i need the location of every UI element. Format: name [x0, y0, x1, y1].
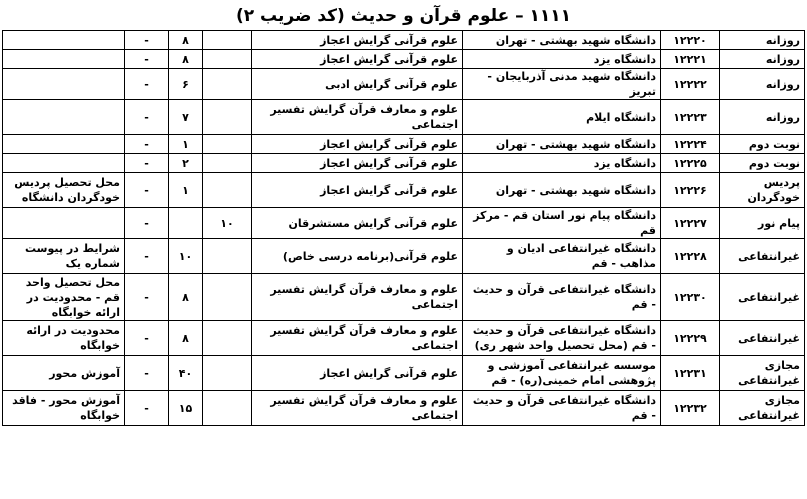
extra-capacity-cell: - [125, 239, 169, 274]
course-type-cell: مجازی غیرانتفاعی [720, 391, 805, 426]
female-capacity-cell [203, 321, 252, 356]
code-cell: ۱۲۲۲۵ [661, 154, 720, 173]
table-row [3, 239, 805, 274]
table-row [3, 274, 805, 321]
course-type-cell: پردیس خودگردان [720, 173, 805, 208]
code-cell: ۱۲۲۳۰ [661, 274, 720, 321]
university-cell: دانشگاه پیام نور استان قم - مرکز قم [463, 208, 661, 239]
capacity-cell: ۱ [169, 135, 203, 154]
page-title: ۱۱۱۱ – علوم قرآن و حدیث (کد ضریب ۲) [235, 6, 572, 26]
university-cell: دانشگاه یزد [463, 50, 661, 69]
extra-capacity-cell: - [125, 31, 169, 50]
code-cell: ۱۲۲۲۹ [661, 321, 720, 356]
field-cell: علوم قرآنی گرایش اعجاز [252, 135, 463, 154]
code-cell: ۱۲۲۲۲ [661, 69, 720, 100]
field-cell: علوم و معارف قرآن گرایش تفسیر اجتماعی [252, 391, 463, 426]
table-row [3, 100, 805, 135]
female-capacity-cell [203, 135, 252, 154]
capacity-cell: ۸ [169, 274, 203, 321]
table-row [3, 31, 805, 50]
table-row [3, 321, 805, 356]
course-type-cell: روزانه [720, 69, 805, 100]
capacity-cell: ۷ [169, 100, 203, 135]
note-cell [3, 135, 125, 154]
field-cell: علوم قرآنی گرایش اعجاز [252, 50, 463, 69]
extra-capacity-cell: - [125, 208, 169, 239]
code-cell: ۱۲۲۲۸ [661, 239, 720, 274]
female-capacity-cell [203, 391, 252, 426]
note-cell: آموزش محور - فاقد خوابگاه [3, 391, 125, 426]
note-cell [3, 208, 125, 239]
extra-capacity-cell: - [125, 356, 169, 391]
female-capacity-cell [203, 31, 252, 50]
field-cell: علوم قرآنی(برنامه درسی خاص) [252, 239, 463, 274]
field-cell: علوم قرآنی گرایش اعجاز [252, 356, 463, 391]
note-cell [3, 50, 125, 69]
note-cell: شرایط در پیوست شماره یک [3, 239, 125, 274]
female-capacity-cell: ۱۰ [203, 208, 252, 239]
table-row [3, 50, 805, 69]
capacity-cell: ۱۰ [169, 239, 203, 274]
note-cell: آموزش محور [3, 356, 125, 391]
university-cell: دانشگاه شهید بهشتی - تهران [463, 135, 661, 154]
code-cell: ۱۲۲۳۱ [661, 356, 720, 391]
course-type-cell: روزانه [720, 31, 805, 50]
code-cell: ۱۲۲۲۱ [661, 50, 720, 69]
field-cell: علوم و معارف قرآن گرایش تفسیر اجتماعی [252, 274, 463, 321]
program-table-body [3, 31, 805, 426]
female-capacity-cell [203, 239, 252, 274]
field-cell: علوم قرآنی گرایش اعجاز [252, 31, 463, 50]
extra-capacity-cell: - [125, 391, 169, 426]
capacity-cell: ۱ [169, 173, 203, 208]
university-cell: دانشگاه ایلام [463, 100, 661, 135]
table-row [3, 391, 805, 426]
extra-capacity-cell: - [125, 154, 169, 173]
code-cell: ۱۲۲۲۷ [661, 208, 720, 239]
note-cell [3, 154, 125, 173]
female-capacity-cell [203, 274, 252, 321]
female-capacity-cell [203, 154, 252, 173]
capacity-cell: ۸ [169, 321, 203, 356]
course-type-cell: نوبت دوم [720, 135, 805, 154]
university-cell: دانشگاه غیرانتفاعی ادیان و مذاهب - قم [463, 239, 661, 274]
table-row [3, 356, 805, 391]
course-type-cell: پیام نور [720, 208, 805, 239]
university-cell: دانشگاه شهید بهشتی - تهران [463, 173, 661, 208]
field-cell: علوم و معارف قرآن گرایش تفسیر اجتماعی [252, 321, 463, 356]
female-capacity-cell [203, 69, 252, 100]
course-type-cell: غیرانتفاعی [720, 321, 805, 356]
course-type-cell: روزانه [720, 100, 805, 135]
university-cell: دانشگاه غیرانتفاعی قرآن و حدیث - قم (محل تحصیل واحد شهر ری) [463, 321, 661, 356]
note-cell [3, 69, 125, 100]
code-cell: ۱۲۲۲۴ [661, 135, 720, 154]
course-type-cell: روزانه [720, 50, 805, 69]
course-type-cell: غیرانتفاعی [720, 274, 805, 321]
capacity-cell: ۴۰ [169, 356, 203, 391]
field-cell: علوم قرآنی گرایش ادبی [252, 69, 463, 100]
note-cell [3, 100, 125, 135]
extra-capacity-cell: - [125, 321, 169, 356]
table-row [3, 135, 805, 154]
code-cell: ۱۲۲۲۰ [661, 31, 720, 50]
capacity-cell [169, 208, 203, 239]
female-capacity-cell [203, 50, 252, 69]
university-cell: دانشگاه یزد [463, 154, 661, 173]
capacity-cell: ۸ [169, 50, 203, 69]
university-cell: موسسه غیرانتفاعی آموزشی و پژوهشی امام خمینی(ره) - قم [463, 356, 661, 391]
university-cell: دانشگاه شهید مدنی آذربایجان - تبریز [463, 69, 661, 100]
note-cell [3, 31, 125, 50]
table-row [3, 154, 805, 173]
extra-capacity-cell: - [125, 135, 169, 154]
field-cell: علوم قرآنی گرایش اعجاز [252, 173, 463, 208]
course-type-cell: غیرانتفاعی [720, 239, 805, 274]
course-type-cell: نوبت دوم [720, 154, 805, 173]
capacity-cell: ۶ [169, 69, 203, 100]
university-cell: دانشگاه غیرانتفاعی قرآن و حدیث - قم [463, 391, 661, 426]
code-cell: ۱۲۲۲۶ [661, 173, 720, 208]
extra-capacity-cell: - [125, 100, 169, 135]
field-cell: علوم قرآنی گرایش اعجاز [252, 154, 463, 173]
code-cell: ۱۲۲۲۳ [661, 100, 720, 135]
code-cell: ۱۲۲۳۲ [661, 391, 720, 426]
field-cell: علوم قرآنی گرایش مستشرقان [252, 208, 463, 239]
table-row [3, 69, 805, 100]
female-capacity-cell [203, 356, 252, 391]
female-capacity-cell [203, 173, 252, 208]
university-cell: دانشگاه شهید بهشتی - تهران [463, 31, 661, 50]
capacity-cell: ۲ [169, 154, 203, 173]
extra-capacity-cell: - [125, 173, 169, 208]
capacity-cell: ۱۵ [169, 391, 203, 426]
extra-capacity-cell: - [125, 50, 169, 69]
note-cell: محدودیت در ارائه خوابگاه [3, 321, 125, 356]
course-type-cell: مجازی غیرانتفاعی [720, 356, 805, 391]
extra-capacity-cell: - [125, 69, 169, 100]
note-cell: محل تحصیل پردیس خودگردان دانشگاه [3, 173, 125, 208]
female-capacity-cell [203, 100, 252, 135]
university-cell: دانشگاه غیرانتفاعی قرآن و حدیث - قم [463, 274, 661, 321]
extra-capacity-cell: - [125, 274, 169, 321]
table-row [3, 173, 805, 208]
table-row [3, 208, 805, 239]
field-cell: علوم و معارف قرآن گرایش تفسیر اجتماعی [252, 100, 463, 135]
program-table [2, 30, 805, 426]
note-cell: محل تحصیل واحد قم - محدودیت در ارائه خوابگاه [3, 274, 125, 321]
capacity-cell: ۸ [169, 31, 203, 50]
